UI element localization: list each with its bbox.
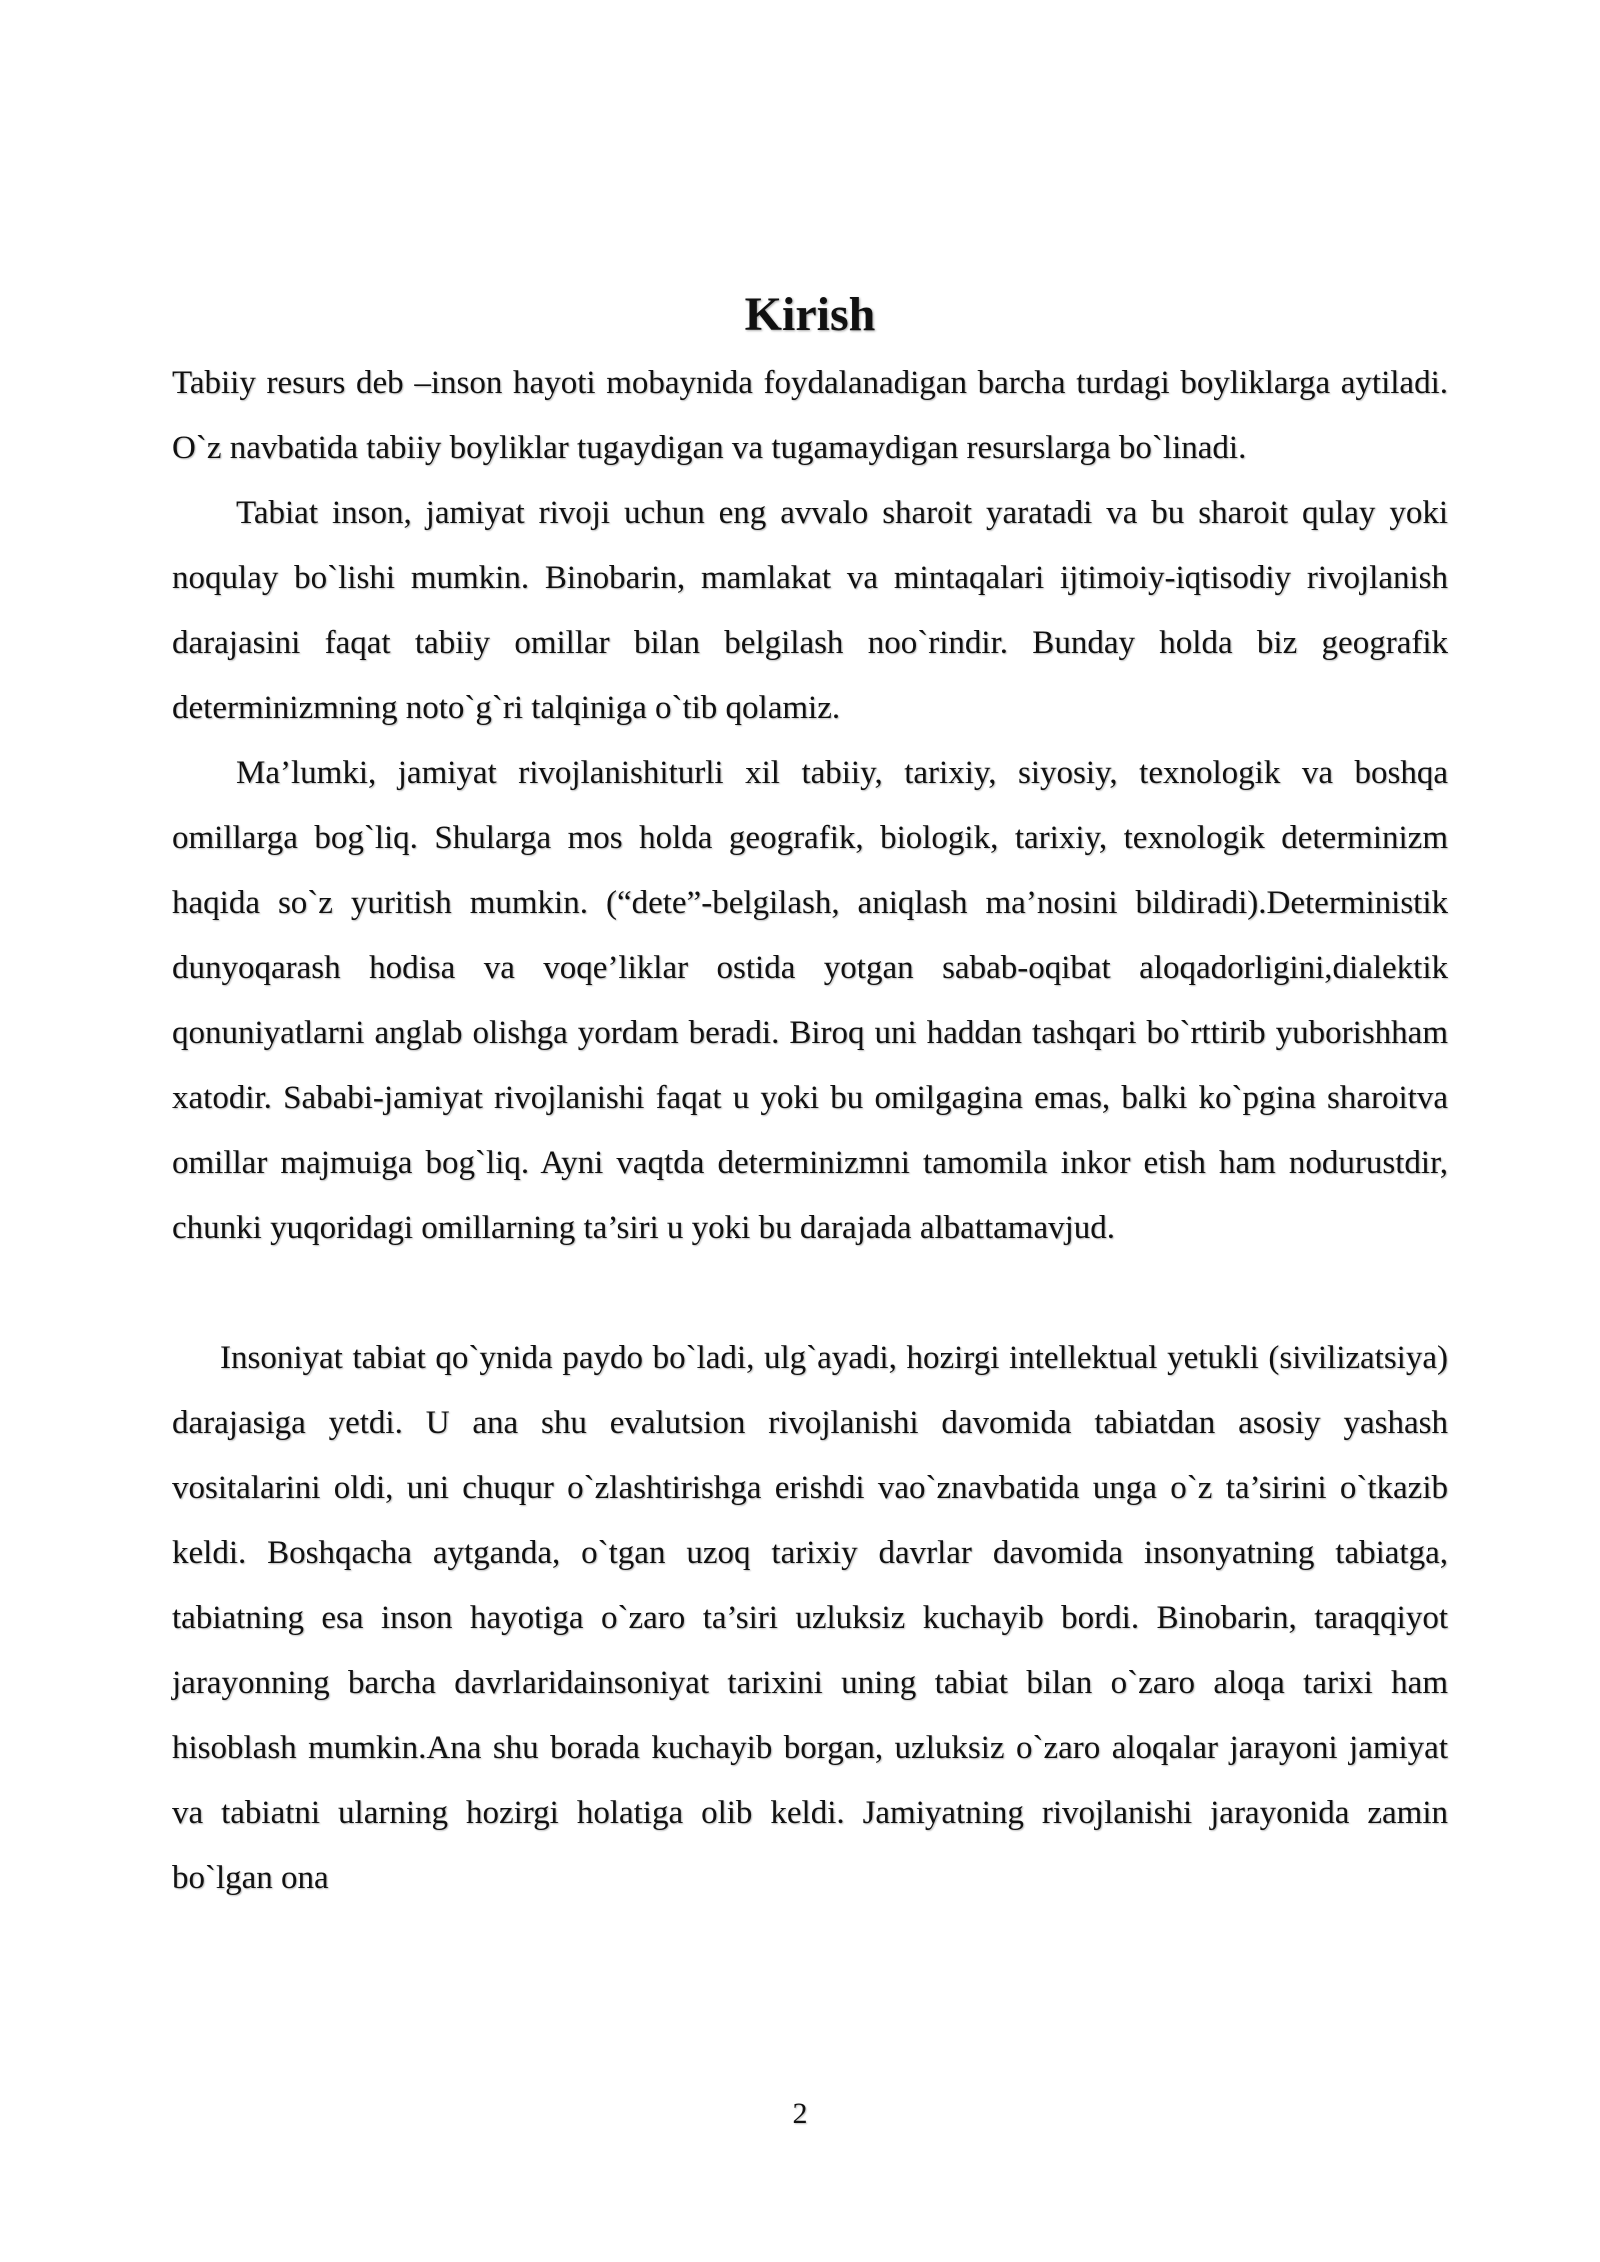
- paragraph-1: Tabiiy resurs deb –inson hayoti mobaynida foydalanadigan barcha turdagi boyliklarga aytiladi. O`z navbatida tabiiy boyliklar tugaydigan va tugamaydigan resurslarga bo`linadi.: [172, 365, 1448, 466]
- page-title: Kirish: [744, 288, 876, 341]
- paragraph-2: Tabiat inson, jamiyat rivoji uchun eng avvalo sharoit yaratadi va bu sharoit qulay yoki noqulay bo`lishi mumkin. Binobarin, mamlakat va mintaqalari ijtimoiy-iqtisodiy rivojlanish darajasini faqat tabiiy omillar bilan belgilash noo`rindir. Bunday holda biz geografik determinizmning noto`g`ri talqiniga o`tib qolamiz.: [172, 495, 1448, 726]
- page-number: 2: [792, 2097, 808, 2130]
- paragraph-3: Ma’lumki, jamiyat rivojlanishiturli xil tabiiy, tarixiy, siyosiy, texnologik va boshqa omillarga bog`liq. Shularga mos holda geografik, biologik, tarixiy, texnologik determinizm haqida so`z yuritish mumkin. (“dete”-belgilash, aniqlash ma’nosini bildiradi).Deterministik dunyoqarash hodisa va voqe’liklar ostida yotgan sabab-oqibat aloqadorligini,dialektik qonuniyatlarni anglab olishga yordam beradi. Biroq uni haddan tashqari bo`rttirib yuborishham xatodir. Sababi-jamiyat rivojlanishi faqat u yoki bu omilgagina emas, balki ko`pgina sharoitva omillar majmuiga bog`liq. Ayni vaqtda determinizmni tamomila inkor etish ham nodurustdir, chunki yuqoridagi omillarning ta’siri u yoki bu darajada albattamavjud.: [172, 755, 1448, 1246]
- paragraph-4: Insoniyat tabiat qo`ynida paydo bo`ladi, ulg`ayadi, hozirgi intellektual yetukli (sivilizatsiya) darajasiga yetdi. U ana shu evalutsion rivojlanishi davomida tabiatdan asosiy yashash vositalarini oldi, uni chuqur o`zlashtirishga erishdi vao`znavbatida unga o`z ta’sirini o`tkazib keldi. Boshqacha aytganda, o`tgan uzoq tarixiy davrlar davomida insonyatning tabiatga, tabiatning esa inson hayotiga o`zaro ta’siri uzluksiz kuchayib bordi. Binobarin, taraqqiyot jarayonning barcha davrlaridainsoniyat tarixini uning tabiat bilan o`zaro aloqa tarixi ham hisoblash mumkin.Ana shu borada kuchayib borgan, uzluksiz o`zaro aloqalar jarayoni jamiyat va tabiatni ularning hozirgi holatiga olib keldi. Jamiyatning rivojlanishi jarayonida zamin bo`lgan ona: [172, 1340, 1448, 1896]
- page-content: [172, 283, 1448, 1911]
